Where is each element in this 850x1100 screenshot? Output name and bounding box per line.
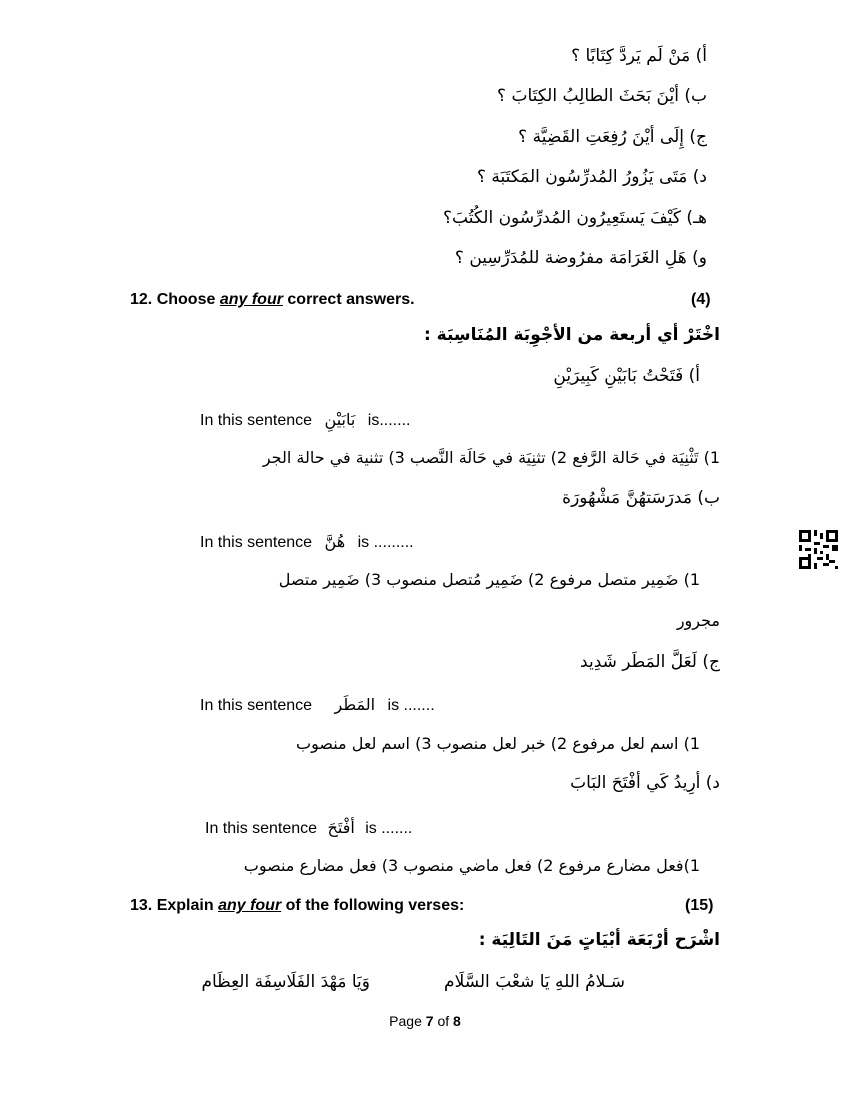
q11-item-e: هـ) كَيْفَ يَستَعِيرُون المُدرِّسُون الكُتُبَ؟ (443, 208, 707, 228)
prompt-text: In this sentence (200, 534, 313, 551)
prompt-word: المَطَر (334, 695, 376, 714)
q13-verse-left: وَيَا مَهْدَ الفَلَاسِفَة العِظَام (201, 972, 370, 992)
prompt-text-end: is ......... (357, 534, 414, 551)
prompt-word: أفْتَحَ (327, 818, 355, 837)
qr-code-icon (799, 530, 838, 569)
q12-item-d-prompt (205, 818, 412, 838)
prompt-text: In this sentence (205, 820, 318, 837)
q13-arabic-title: اشْرَح أرْبَعَة أبْيَاتٍ مَنَ التَالِيَة : (478, 930, 720, 950)
q11-item-b: ب) أيْنَ بَحَثَ الطالِبُ الكِتَابَ ؟ (497, 86, 707, 106)
prompt-text-end: is ....... (387, 697, 435, 714)
q13-number: 13. (130, 897, 153, 914)
footer-page-total: 8 (453, 1013, 461, 1029)
q12-item-d-options: 1)فعل مضارع مرفوع 2) فعل ماضي منصوب 3) فعل مضارع منصوب (243, 856, 700, 875)
q11-item-d: د) مَتَى يَزُورُ المُدرِّسُون المَكتَبَة ؟ (476, 167, 707, 187)
q12-item-c-options: 1) اسم لعل مرفوع 2) خبر لعل منصوب 3) اسم لعل منصوب (296, 734, 700, 753)
q12-marks: (4) (691, 291, 711, 308)
q13-heading (130, 897, 464, 915)
q12-suffix: correct answers. (287, 291, 415, 308)
q12-emphasis: any four (219, 291, 283, 308)
q13-marks: (15) (685, 897, 714, 914)
footer-page-num: 7 (425, 1013, 434, 1029)
footer-page-label: Page (389, 1013, 422, 1029)
q11-item-c: ج) إِلَى أيْنَ رُفِعَتِ القَضِيَّة ؟ (518, 127, 707, 147)
q12-item-b-options: 1) ضَمِير متصل مرفوع 2) ضَمِير مُتصل منصوب 3) ضَمِير متصل (278, 570, 700, 589)
page-footer (0, 1013, 850, 1029)
q12-heading (130, 291, 415, 309)
q12-item-b-prompt (200, 532, 414, 552)
q12-item-b-sentence: ب) مَدرَسَتهُنَّ مَشْهُورَة (562, 488, 720, 508)
q12-prefix: Choose (156, 291, 216, 308)
prompt-word: بَابَيْنِ (324, 410, 356, 429)
q11-item-a: أ) مَنْ لَم يَردَّ كِتَابًا ؟ (571, 46, 707, 66)
q12-item-a-sentence: أ) فَتَحْتُ بَابَيْنِ كَبِيرَيْنِ (553, 366, 700, 386)
prompt-text-end: is....... (367, 412, 411, 429)
prompt-word: هُنَّ (324, 532, 346, 551)
q13-emphasis: any four (218, 897, 282, 914)
q13-suffix: of the following verses: (285, 897, 465, 914)
q13-verse-right: سَـلامُ اللهِ يَا شعْبَ السَّلَام (444, 972, 625, 992)
q12-item-a-prompt (200, 410, 410, 430)
footer-of-label: of (437, 1013, 450, 1029)
q12-item-d-sentence: د) أرِيدُ كَي أفْتَحَ البَابَ (570, 773, 720, 793)
q12-item-a-options: 1) تَثْنِيَة في حَالة الرَّفع 2) تثنِيَة في حَالَة النَّصب 3) تثنية في حالة الجر (262, 448, 720, 467)
q12-item-c-sentence: ج) لَعَلَّ المَطَر شَدِيد (580, 652, 720, 672)
prompt-text: In this sentence (200, 412, 313, 429)
prompt-text-end: is ....... (365, 820, 413, 837)
q11-item-f: و) هَلِ الغَرَامَة مفرُوضة للمُدَرِّسِين ؟ (454, 248, 707, 268)
q12-item-c-prompt (200, 695, 435, 715)
q13-prefix: Explain (156, 897, 214, 914)
prompt-text: In this sentence (200, 697, 313, 714)
q12-number: 12. (130, 291, 153, 308)
q12-item-b-options-cont: مجرور (676, 611, 720, 630)
q12-arabic-title: اخْتَرْ أي أربعة من الأجْوِبَة المُنَاسِبَة : (423, 325, 720, 345)
